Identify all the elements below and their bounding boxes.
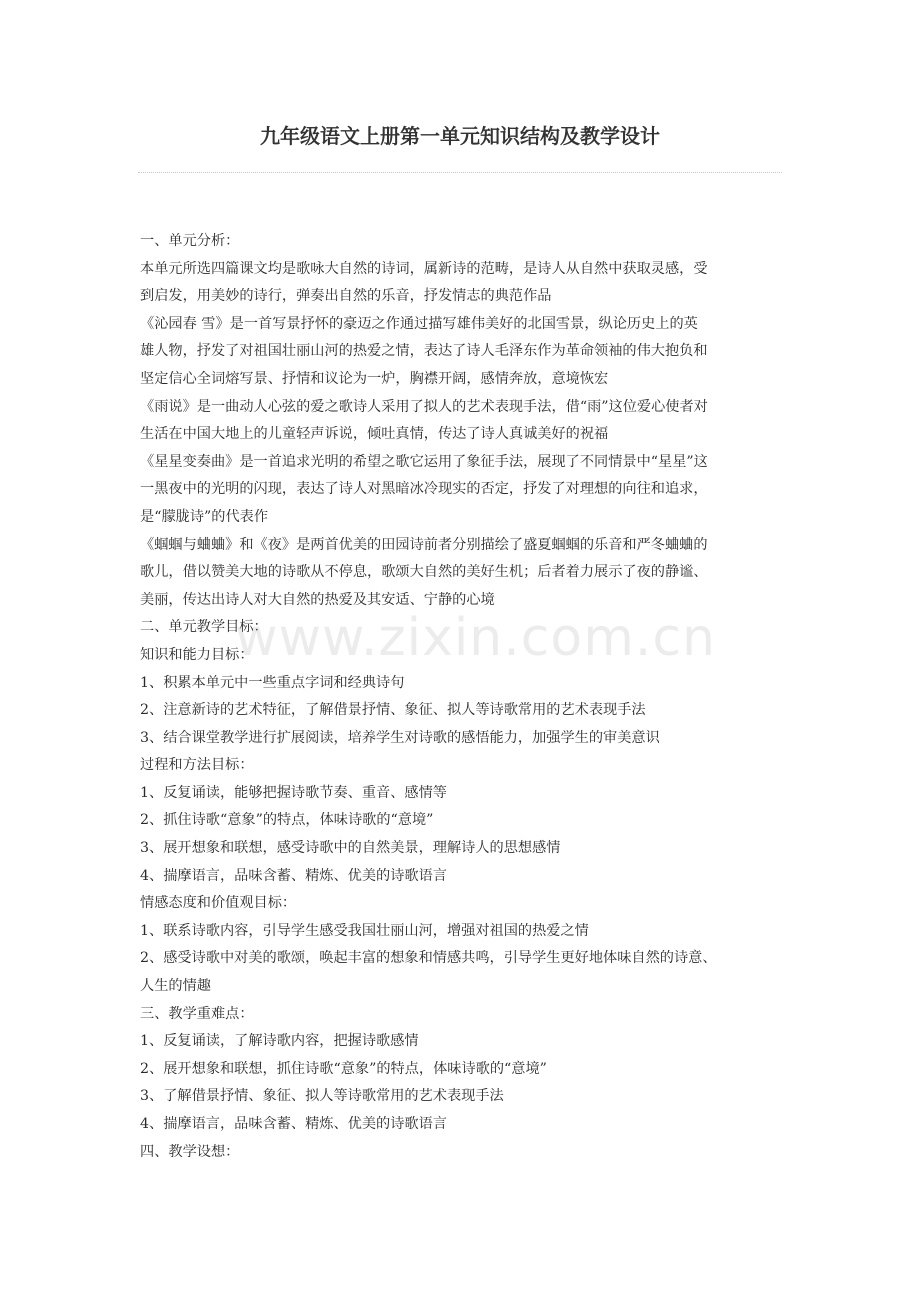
- paragraph-line: 《雨说》是一曲动人心弦的爱之歌诗人采用了拟人的艺术表现手法，借“雨”这位爱心使者对: [140, 398, 708, 415]
- list-item: 1、积累本单元中一些重点字词和经典诗句: [140, 674, 405, 691]
- section-heading-key-difficulties: 三、教学重难点：: [140, 1005, 254, 1022]
- list-item: 1、反复诵读，能够把握诗歌节奏、重音、感情等: [140, 784, 447, 801]
- document-body: [140, 228, 788, 1166]
- paragraph-line: 坚定信心全词熔写景、抒情和议论为一炉，胸襟开阔，感情奔放，意境恢宏: [140, 370, 609, 387]
- paragraph-line: 是“朦胧诗”的代表作: [140, 508, 269, 525]
- watermark: www.zixin.com.cn: [235, 608, 716, 668]
- paragraph-line: 《沁园春 雪》是一首写景抒怀的豪迈之作通过描写雄伟美好的北国雪景，纵论历史上的英: [140, 315, 698, 332]
- list-item: 1、反复诵读，了解诗歌内容，把握诗歌感情: [140, 1033, 419, 1050]
- paragraph-line: 雄人物，抒发了对祖国壮丽山河的热爱之情，表达了诗人毛泽东作为革命领袖的伟大抱负和: [140, 343, 708, 360]
- paragraph-line: 《蝈蝈与蛐蛐》和《夜》是两首优美的田园诗前者分别描绘了盛夏蝈蝈的乐音和严冬蛐蛐的: [140, 536, 708, 553]
- subheading-knowledge-ability: 知识和能力目标：: [140, 646, 254, 663]
- paragraph-line: 生活在中国大地上的儿童轻声诉说，倾吐真情，传达了诗人真诚美好的祝福: [140, 426, 609, 443]
- section-heading-teaching-goals: 二、单元教学目标：: [140, 619, 268, 636]
- paragraph-line: 美丽，传达出诗人对大自然的热爱及其安适、宁静的心境: [140, 591, 495, 608]
- list-item: 2、展开想象和联想，抓住诗歌“意象”的特点，体味诗歌的“意境”: [140, 1060, 547, 1077]
- subheading-process-method: 过程和方法目标：: [140, 757, 254, 774]
- title-divider: [138, 172, 782, 173]
- list-item-continuation: 人生的情趣: [140, 978, 211, 995]
- list-item: 3、了解借景抒情、象征、拟人等诗歌常用的艺术表现手法: [140, 1088, 504, 1105]
- list-item: 3、展开想象和联想，感受诗歌中的自然美景，理解诗人的思想感情: [140, 840, 561, 857]
- list-item: 2、感受诗歌中对美的歌颂，唤起丰富的想象和情感共鸣，引导学生更好地体味自然的诗意、: [140, 950, 717, 967]
- paragraph-line: 一黑夜中的光明的闪现，表达了诗人对黑暗冰冷现实的否定，抒发了对理想的向往和追求，: [140, 481, 708, 498]
- list-item: 2、注意新诗的艺术特征，了解借景抒情、象征、拟人等诗歌常用的艺术表现手法: [140, 702, 646, 719]
- paragraph-line: 歌儿，借以赞美大地的诗歌从不停息，歌颂大自然的美好生机；后者着力展示了夜的静谧、: [140, 564, 708, 581]
- list-item: 4、揣摩语言，品味含蓄、精炼、优美的诗歌语言: [140, 1116, 447, 1132]
- list-item: 2、抓住诗歌“意象”的特点，体味诗歌的“意境”: [140, 812, 434, 829]
- paragraph-line: 本单元所选四篇课文均是歌咏大自然的诗词，属新诗的范畴，是诗人从自然中获取灵感，受: [140, 260, 708, 277]
- document-title: 九年级语文上册第一单元知识结构及教学设计: [260, 124, 660, 148]
- section-heading-teaching-ideas: 四、教学设想：: [140, 1143, 240, 1160]
- list-item: 1、联系诗歌内容，引导学生感受我国壮丽山河，增强对祖国的热爱之情: [140, 922, 589, 939]
- list-item: 3、结合课堂教学进行扩展阅读，培养学生对诗歌的感悟能力，加强学生的审美意识: [140, 729, 660, 746]
- subheading-emotion-values: 情感态度和价值观目标：: [140, 895, 297, 912]
- paragraph-line: 到启发，用美妙的诗行，弹奏出自然的乐音，抒发情志的典范作品: [140, 288, 552, 305]
- paragraph-line: 《星星变奏曲》是一首追求光明的希望之歌它运用了象征手法，展现了不同情景中“星星”这: [140, 453, 708, 470]
- section-heading-unit-analysis: 一、单元分析：: [140, 233, 240, 249]
- list-item: 4、揣摩语言，品味含蓄、精炼、优美的诗歌语言: [140, 867, 447, 884]
